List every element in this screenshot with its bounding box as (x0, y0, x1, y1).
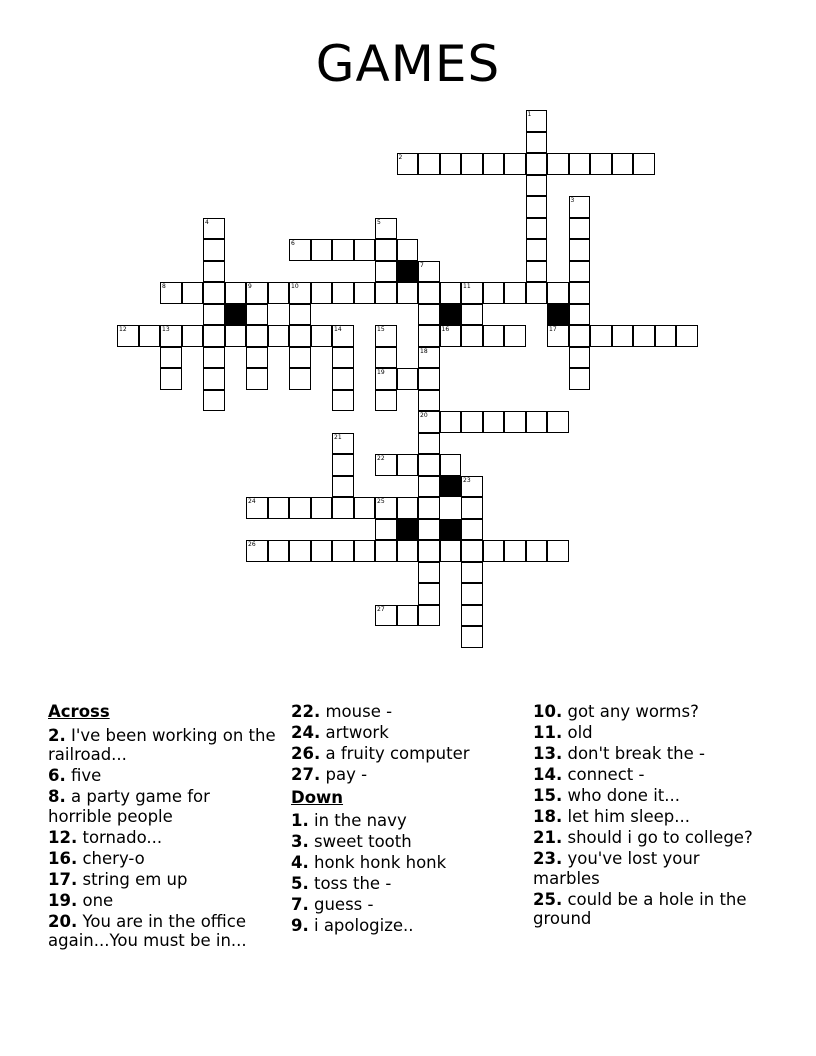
clue-column-1 (48, 702, 278, 952)
grid-cell[interactable] (332, 390, 354, 412)
grid-cell[interactable] (289, 347, 311, 369)
grid-cell[interactable] (332, 540, 354, 562)
down-heading: Down (291, 787, 344, 807)
clue-number: 12. (48, 827, 78, 847)
grid-cell[interactable] (418, 368, 440, 390)
grid-cell[interactable] (655, 325, 677, 347)
grid-cell[interactable] (397, 454, 419, 476)
grid-cell[interactable] (418, 583, 440, 605)
grid-cell[interactable] (569, 282, 591, 304)
grid-cell[interactable] (526, 175, 548, 197)
cell-number: 19 (377, 369, 385, 376)
cell-number: 2 (398, 154, 403, 161)
clue-number: 10. (533, 702, 563, 721)
grid-cell[interactable] (569, 196, 591, 218)
across-clue (291, 765, 521, 785)
grid-cell[interactable] (461, 519, 483, 541)
grid-cell[interactable] (289, 239, 311, 261)
grid-cell[interactable] (225, 325, 247, 347)
page-title: GAMES (315, 35, 501, 93)
clue-text: old (562, 723, 593, 742)
grid-cell[interactable] (440, 282, 462, 304)
grid-cell[interactable] (418, 411, 440, 433)
clue-text: honk honk honk (308, 853, 447, 872)
grid-cell[interactable] (418, 562, 440, 584)
grid-cell[interactable] (397, 540, 419, 562)
clue-text: you've lost your marbles (533, 849, 700, 888)
grid-cell[interactable] (483, 282, 505, 304)
clue-number: 22. (291, 702, 321, 721)
grid-cell[interactable] (354, 239, 376, 261)
clue-text: guess - (308, 895, 374, 914)
clue-text: I've been working on the railroad... (48, 725, 276, 764)
grid-cell[interactable] (246, 282, 268, 304)
grid-cell[interactable] (418, 519, 440, 541)
grid-cell[interactable] (246, 497, 268, 519)
black-square (397, 519, 419, 541)
grid-cell[interactable] (397, 605, 419, 627)
grid-cell[interactable] (246, 304, 268, 326)
grid-cell[interactable] (418, 153, 440, 175)
grid-cell[interactable] (139, 325, 161, 347)
grid-cell[interactable] (418, 325, 440, 347)
cell-number: 5 (377, 218, 381, 226)
cell-number: 25 (377, 498, 385, 505)
grid-cell[interactable] (483, 540, 505, 562)
clue-text: string em up (77, 869, 188, 889)
grid-cell[interactable] (375, 540, 397, 562)
grid-cell[interactable] (375, 368, 397, 390)
grid-cell[interactable] (418, 497, 440, 519)
down-clue (533, 849, 763, 888)
grid-cell[interactable] (246, 368, 268, 390)
grid-cell[interactable] (633, 153, 655, 175)
across-clue (291, 744, 521, 764)
cell-number: 7 (420, 261, 424, 269)
clue-number: 5. (291, 874, 309, 893)
grid-cell[interactable] (526, 218, 548, 240)
clue-text: one (77, 890, 114, 910)
grid-cell[interactable] (504, 325, 526, 347)
grid-cell[interactable] (526, 153, 548, 175)
clue-number: 11. (533, 723, 563, 742)
across-clue (291, 723, 521, 743)
clue-number: 2. (48, 725, 66, 745)
clue-number: 24. (291, 723, 321, 742)
grid-cell[interactable] (547, 540, 569, 562)
clue-text: don't break the - (562, 744, 705, 763)
grid-cell[interactable] (203, 347, 225, 369)
clue-text: could be a hole in the ground (533, 889, 747, 928)
grid-cell[interactable] (526, 110, 548, 132)
grid-cell[interactable] (225, 282, 247, 304)
grid-cell[interactable] (332, 239, 354, 261)
cell-number: 6 (291, 240, 295, 247)
grid-cell[interactable] (375, 519, 397, 541)
grid-cell[interactable] (526, 132, 548, 154)
grid-cell[interactable] (676, 325, 698, 347)
grid-cell[interactable] (203, 218, 225, 240)
down-clue (291, 874, 521, 894)
grid-cell[interactable] (440, 411, 462, 433)
grid-cell[interactable] (289, 304, 311, 326)
clue-text: sweet tooth (308, 832, 412, 851)
clue-text: artwork (320, 723, 389, 742)
down-clue (291, 853, 521, 873)
clue-number: 27. (291, 765, 321, 784)
cell-number: 10 (291, 283, 299, 290)
grid-cell[interactable] (332, 282, 354, 304)
grid-cell[interactable] (633, 325, 655, 347)
cell-number: 21 (334, 433, 342, 441)
clue-number: 13. (533, 744, 563, 763)
across-clue (48, 891, 278, 911)
grid-cell[interactable] (332, 325, 354, 347)
grid-cell[interactable] (397, 239, 419, 261)
clue-text: a fruity computer (320, 744, 470, 763)
clue-number: 15. (533, 786, 563, 805)
cell-number: 15 (377, 326, 385, 333)
cell-number: 4 (205, 218, 209, 226)
grid-cell[interactable] (203, 282, 225, 304)
grid-cell[interactable] (440, 325, 462, 347)
clue-text: mouse - (320, 702, 393, 721)
grid-cell[interactable] (418, 347, 440, 369)
grid-cell[interactable] (569, 153, 591, 175)
grid-cell[interactable] (569, 368, 591, 390)
grid-cell[interactable] (397, 497, 419, 519)
grid-cell[interactable] (504, 153, 526, 175)
grid-cell[interactable] (311, 325, 333, 347)
across-clue (48, 766, 278, 786)
clue-number: 6. (48, 766, 66, 785)
grid-cell[interactable] (375, 282, 397, 304)
clue-text: i apologize.. (308, 916, 414, 935)
grid-cell[interactable] (440, 540, 462, 562)
grid-cell[interactable] (504, 540, 526, 562)
clue-text: You are in the office again...You must be in... (48, 911, 247, 950)
clue-text: chery-o (77, 848, 145, 868)
grid-cell[interactable] (461, 540, 483, 562)
black-square (440, 476, 462, 498)
cell-number: 27 (377, 605, 385, 613)
cell-number: 23 (463, 476, 471, 484)
grid-cell[interactable] (461, 153, 483, 175)
grid-cell[interactable] (117, 325, 139, 347)
grid-cell[interactable] (246, 540, 268, 562)
grid-cell[interactable] (160, 325, 182, 347)
grid-cell[interactable] (461, 411, 483, 433)
grid-cell[interactable] (375, 390, 397, 412)
grid-cell[interactable] (569, 261, 591, 283)
grid-cell[interactable] (289, 497, 311, 519)
black-square (440, 304, 462, 326)
grid-cell[interactable] (268, 325, 290, 347)
clue-text: connect - (562, 765, 645, 784)
clue-number: 9. (291, 916, 309, 935)
grid-cell[interactable] (418, 261, 440, 283)
clue-text: let him sleep... (562, 807, 690, 826)
clue-number: 16. (48, 848, 78, 868)
grid-cell[interactable] (332, 476, 354, 498)
grid-cell[interactable] (547, 153, 569, 175)
clue-number: 17. (48, 869, 78, 889)
grid-cell[interactable] (375, 497, 397, 519)
grid-cell[interactable] (332, 347, 354, 369)
grid-cell[interactable] (160, 347, 182, 369)
grid-cell[interactable] (612, 153, 634, 175)
grid-cell[interactable] (332, 454, 354, 476)
grid-cell[interactable] (418, 476, 440, 498)
grid-cell[interactable] (375, 239, 397, 261)
grid-cell[interactable] (461, 476, 483, 498)
grid-cell[interactable] (418, 282, 440, 304)
clue-text: five (65, 766, 102, 785)
down-clue (291, 832, 521, 852)
clue-text: in the navy (308, 811, 407, 830)
cell-number: 16 (441, 326, 450, 333)
grid-cell[interactable] (547, 325, 569, 347)
grid-cell[interactable] (418, 454, 440, 476)
grid-cell[interactable] (461, 626, 483, 648)
clue-number: 26. (291, 744, 321, 763)
grid-cell[interactable] (182, 325, 204, 347)
grid-cell[interactable] (483, 153, 505, 175)
cell-number: 22 (377, 455, 385, 462)
across-clue (48, 787, 278, 826)
across-clue (48, 849, 278, 869)
grid-cell[interactable] (418, 390, 440, 412)
clue-number: 25. (533, 889, 563, 909)
grid-cell[interactable] (526, 261, 548, 283)
grid-cell[interactable] (526, 411, 548, 433)
grid-cell[interactable] (547, 411, 569, 433)
clue-number: 1. (291, 811, 309, 830)
grid-cell[interactable] (203, 325, 225, 347)
grid-cell[interactable] (569, 304, 591, 326)
down-clue (533, 890, 763, 929)
grid-cell[interactable] (246, 325, 268, 347)
grid-cell[interactable] (569, 325, 591, 347)
cell-number: 11 (463, 283, 471, 290)
grid-cell[interactable] (397, 368, 419, 390)
down-clue (291, 811, 521, 831)
grid-cell[interactable] (418, 540, 440, 562)
grid-cell[interactable] (461, 282, 483, 304)
grid-cell[interactable] (504, 282, 526, 304)
grid-cell[interactable] (569, 347, 591, 369)
grid-cell[interactable] (418, 605, 440, 627)
across-clue (48, 870, 278, 890)
clue-number: 14. (533, 765, 563, 784)
clue-number: 7. (291, 895, 309, 914)
down-clue (533, 744, 763, 764)
grid-cell[interactable] (289, 540, 311, 562)
grid-cell[interactable] (375, 325, 397, 347)
grid-cell[interactable] (590, 325, 612, 347)
grid-cell[interactable] (311, 239, 333, 261)
grid-cell[interactable] (375, 261, 397, 283)
grid-cell[interactable] (483, 411, 505, 433)
cell-number: 17 (549, 326, 557, 333)
grid-cell[interactable] (354, 282, 376, 304)
clue-number: 4. (291, 853, 309, 872)
across-clue (48, 912, 278, 951)
grid-cell[interactable] (354, 540, 376, 562)
clue-number: 18. (533, 807, 563, 826)
clue-number: 20. (48, 911, 78, 931)
clue-text: should i go to college? (562, 828, 753, 847)
grid-cell[interactable] (311, 540, 333, 562)
cell-number: 24 (248, 498, 256, 505)
grid-cell[interactable] (397, 282, 419, 304)
clue-number: 19. (48, 890, 78, 910)
grid-cell[interactable] (203, 368, 225, 390)
cell-number: 3 (570, 197, 575, 204)
down-clue (533, 786, 763, 806)
cell-number: 18 (420, 347, 428, 355)
grid-cell[interactable] (182, 282, 204, 304)
cell-number: 26 (248, 541, 256, 548)
grid-cell[interactable] (246, 347, 268, 369)
cell-number: 9 (248, 283, 252, 290)
grid-cell[interactable] (268, 540, 290, 562)
clue-text: a party game for horrible people (48, 787, 210, 826)
grid-cell[interactable] (289, 282, 311, 304)
grid-cell[interactable] (483, 325, 505, 347)
grid-cell[interactable] (375, 347, 397, 369)
grid-cell[interactable] (526, 196, 548, 218)
cell-number: 13 (162, 326, 170, 333)
clue-text: toss the - (308, 874, 392, 893)
clue-number: 3. (291, 832, 309, 851)
clue-number: 21. (533, 828, 563, 847)
across-heading: Across (48, 702, 110, 721)
grid-cell[interactable] (461, 562, 483, 584)
grid-cell[interactable] (397, 153, 419, 175)
clue-text: who done it... (562, 786, 680, 805)
grid-cell[interactable] (375, 218, 397, 240)
grid-cell[interactable] (526, 540, 548, 562)
grid-cell[interactable] (526, 239, 548, 261)
clue-column-2 (291, 702, 521, 937)
grid-cell[interactable] (612, 325, 634, 347)
down-clue (533, 702, 763, 722)
grid-cell[interactable] (504, 411, 526, 433)
down-clue (533, 765, 763, 785)
grid-cell[interactable] (332, 497, 354, 519)
grid-cell[interactable] (547, 282, 569, 304)
grid-cell[interactable] (332, 368, 354, 390)
across-clue (48, 726, 278, 765)
grid-cell[interactable] (289, 325, 311, 347)
across-clue (291, 702, 521, 722)
grid-cell[interactable] (461, 325, 483, 347)
cell-number: 1 (527, 111, 532, 118)
grid-cell[interactable] (569, 239, 591, 261)
grid-cell[interactable] (461, 583, 483, 605)
clue-column-3 (533, 702, 763, 930)
clue-text: pay - (320, 765, 368, 784)
grid-cell[interactable] (160, 282, 182, 304)
grid-cell[interactable] (268, 282, 290, 304)
grid-cell[interactable] (461, 304, 483, 326)
grid-cell[interactable] (418, 304, 440, 326)
cell-number: 8 (162, 283, 166, 290)
grid-cell[interactable] (160, 368, 182, 390)
grid-cell[interactable] (569, 218, 591, 240)
down-clue (533, 828, 763, 848)
grid-cell[interactable] (289, 368, 311, 390)
grid-cell[interactable] (203, 390, 225, 412)
down-clue (533, 807, 763, 827)
grid-cell[interactable] (440, 153, 462, 175)
black-square (397, 261, 419, 283)
grid-cell[interactable] (203, 261, 225, 283)
black-square (440, 519, 462, 541)
black-square (225, 304, 247, 326)
grid-cell[interactable] (590, 153, 612, 175)
clue-number: 23. (533, 849, 563, 868)
grid-cell[interactable] (203, 239, 225, 261)
grid-cell[interactable] (311, 497, 333, 519)
grid-cell[interactable] (203, 304, 225, 326)
grid-cell[interactable] (375, 454, 397, 476)
cell-number: 12 (119, 326, 127, 333)
grid-cell[interactable] (354, 497, 376, 519)
grid-cell[interactable] (311, 282, 333, 304)
down-clue (533, 723, 763, 743)
cell-number: 20 (420, 412, 428, 419)
down-clue (291, 895, 521, 915)
grid-cell[interactable] (418, 433, 440, 455)
clue-text: got any worms? (562, 702, 699, 721)
clue-text: tornado... (77, 827, 163, 847)
grid-cell[interactable] (440, 454, 462, 476)
black-square (547, 304, 569, 326)
grid-cell[interactable] (461, 497, 483, 519)
across-clue (48, 828, 278, 848)
grid-cell[interactable] (375, 605, 397, 627)
down-clue (291, 916, 521, 936)
cell-number: 14 (334, 326, 342, 333)
clue-number: 8. (48, 787, 66, 806)
grid-cell[interactable] (332, 433, 354, 455)
grid-cell[interactable] (461, 605, 483, 627)
grid-cell[interactable] (526, 282, 548, 304)
grid-cell[interactable] (268, 497, 290, 519)
